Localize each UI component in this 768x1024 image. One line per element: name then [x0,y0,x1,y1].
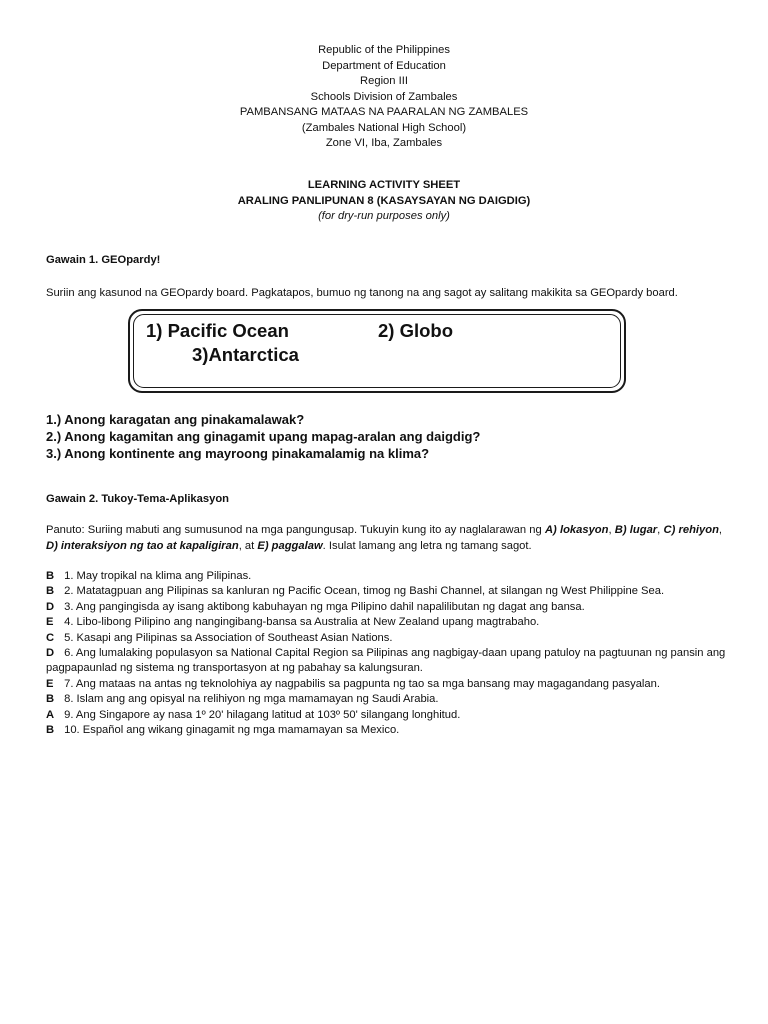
gawain-2-instructions [46,522,722,554]
panuto-sep-1: , [608,524,615,536]
question-1: 1.) Anong karagatan ang pinakamalawak? [46,412,305,427]
gawain-2-items [46,569,726,738]
item-answer: B [46,693,55,706]
panuto-text-start: Panuto: Suriing mabuti ang sumusunod na mga pangungusap. Tukuyin kung ito ay naglalarawan ng [46,524,545,536]
option-e-paggalaw: E) paggalaw [257,540,323,552]
item-answer: D [46,600,55,613]
board-answer-3: 3)Antarctica [192,344,299,365]
header-line-school: PAMBANSANG MATAAS NA PAARALAN NG ZAMBALES [239,106,529,118]
title-line-1: LEARNING ACTIVITY SHEET [307,179,461,191]
title-line-3: (for dry-run purposes only) [318,210,450,222]
question-2: 2.) Anong kagamitan ang ginagamit upang mapag-aralan ang daigdig? [46,429,481,444]
school-header [0,43,768,152]
gawain-2-heading: Gawain 2. Tukoy-Tema-Aplikasyon [46,493,229,505]
header-line-region: Region III [360,75,408,87]
item-text: 7. Ang mataas na antas ng teknolohiya ay nagpabilis sa pagpunta ng tao sa mga bansang may magagandang pasyalan. [64,677,660,690]
panuto-sep-3: , [718,524,723,536]
board-answer-1: 1) Pacific Ocean [146,320,289,341]
list-item [46,615,726,630]
header-line-address: Zone VI, Iba, Zambales [325,137,443,149]
header-line-republic: Republic of the Philippines [318,44,450,56]
item-answer: C [46,631,55,644]
header-line-division: Schools Division of Zambales [310,90,458,103]
item-text: 6. Ang lumalaking populasyon sa National Capital Region sa Pilipinas ang nagbigay-daan upang patuloy na pagtuunan ng pansin ang pagpapaunlad ng sistema ng transportasyon at ng pabahay sa kalungsuran. [46,647,726,675]
list-item [46,692,726,707]
option-a-lokasyon: A) lokasyon [544,524,609,536]
panuto-text-end: . Isulat lamang ang letra ng tamang sagot. [322,540,532,552]
option-c-rehiyon: C) rehiyon [663,524,719,536]
title-line-2: ARALING PANLIPUNAN 8 (KASAYSAYAN NG DAIGDIG) [237,194,531,207]
item-text: 2. Matatagpuan ang Pilipinas sa kanluran ng Pacific Ocean, timog ng Bashi Channel, at silangan ng West Philippine Sea. [64,585,665,598]
item-answer: A [46,708,55,721]
item-answer: E [46,616,54,629]
geopardy-board [128,309,626,393]
panuto-sep-2: , [657,524,664,536]
panuto-sep-4: , at [238,540,258,552]
board-answer-2: 2) Globo [378,320,454,341]
item-answer: E [46,677,54,690]
list-item [46,708,726,723]
item-text: 8. Islam ang ang opisyal na relihiyon ng mga mamamayan ng Saudi Arabia. [64,693,439,706]
gawain-1-instruction: Suriin ang kasunod na GEOpardy board. Pagkatapos, bumuo ng tanong na ang sagot ay salitang makikita sa GEOpardy board. [46,287,678,299]
question-3: 3.) Anong kontinente ang mayroong pinakamalamig na klima? [46,446,430,461]
item-answer: B [46,724,55,737]
list-item [46,600,726,615]
option-d-interaksiyon: D) interaksiyon ng tao at kapaligiran [46,540,239,552]
item-answer: B [46,585,55,598]
gawain-1-heading: Gawain 1. GEOpardy! [46,254,161,266]
list-item [46,723,726,738]
document-title [0,178,768,225]
item-text: 10. Español ang wikang ginagamit ng mga mamamayan sa Mexico. [64,724,400,737]
item-text: 1. May tropikal na klima ang Pilipinas. [64,570,252,582]
item-text: 5. Kasapi ang Pilipinas sa Association of Southeast Asian Nations. [64,631,393,644]
list-item [46,646,726,677]
option-b-lugar: B) lugar [614,524,658,536]
header-line-department: Department of Education [322,59,446,72]
item-text: 4. Libo-libong Pilipino ang nangingibang-bansa sa Australia at New Zealand upang magtrabaho. [64,616,540,629]
list-item [46,569,726,584]
item-text: 9. Ang Singapore ay nasa 1º 20' hilagang latitud at 103º 50' silangang longhitud. [64,708,461,721]
item-text: 3. Ang pangingisda ay isang aktibong kabuhayan ng mga Pilipino dahil napalilibutan ng dagat ang bansa. [64,600,585,613]
item-answer: D [46,647,55,660]
header-line-school-english: (Zambales National High School) [301,121,467,134]
item-answer: B [46,570,55,582]
list-item [46,631,726,646]
list-item [46,677,726,692]
list-item [46,584,726,599]
